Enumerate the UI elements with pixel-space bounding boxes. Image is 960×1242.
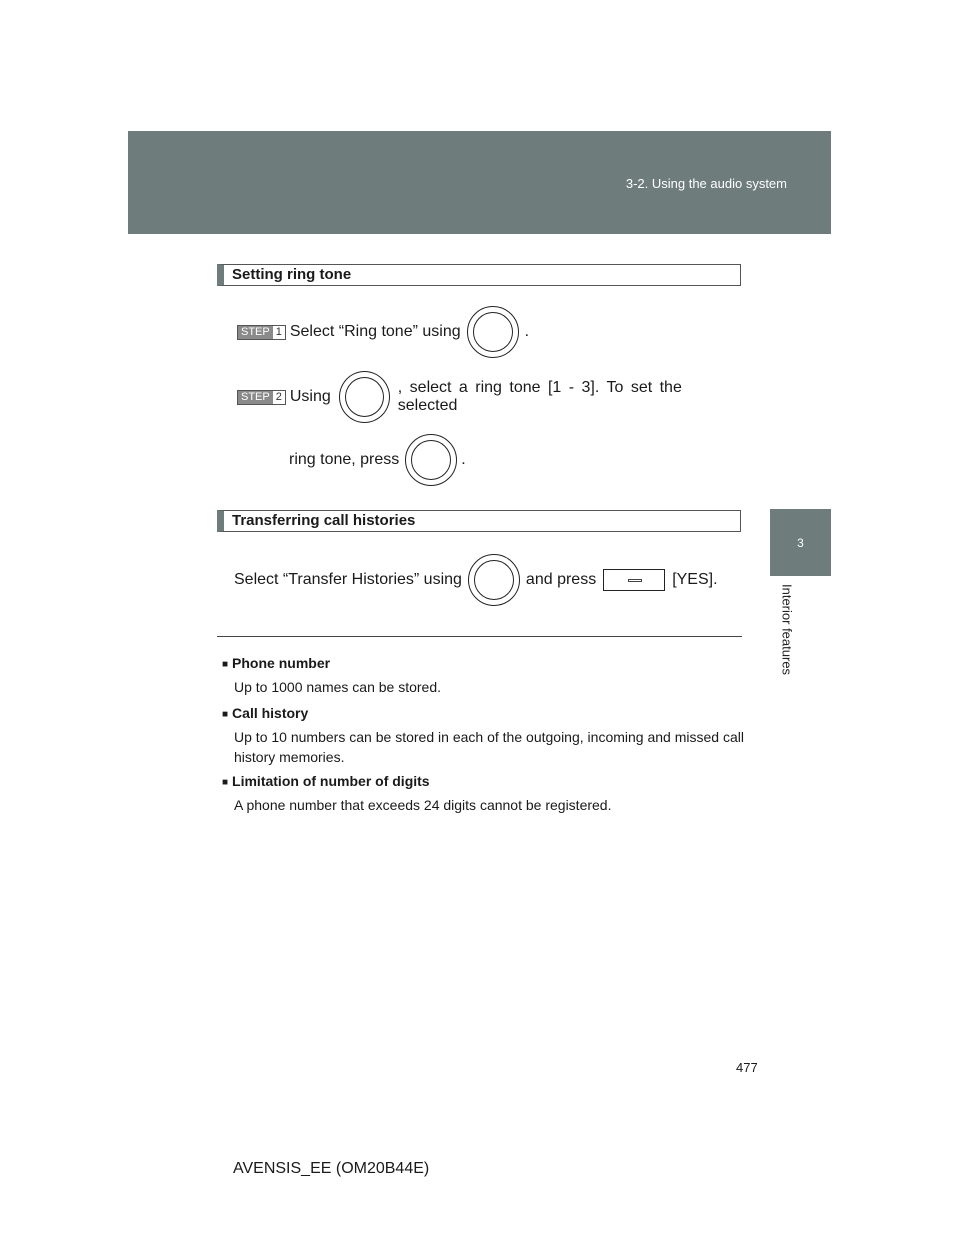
step-badge xyxy=(237,390,286,405)
tune-knob-icon xyxy=(467,306,519,358)
tune-knob-icon xyxy=(339,371,390,423)
tune-knob-icon xyxy=(405,434,457,486)
chapter-tab xyxy=(770,509,831,576)
step-badge-number: 1 xyxy=(273,326,285,339)
step-badge-number: 2 xyxy=(273,391,285,404)
instruction-text-middle: and press xyxy=(525,571,597,588)
note-title: ■ Phone number xyxy=(222,655,744,671)
note-call-history xyxy=(222,705,744,767)
step-2-continuation xyxy=(289,434,466,486)
step-text: Using xyxy=(289,388,331,405)
note-body: A phone number that exceeds 24 digits cannot be registered. xyxy=(234,797,612,813)
section-heading-ring-tone: Setting ring tone xyxy=(217,264,741,286)
step-badge xyxy=(237,325,286,340)
note-body: Up to 1000 names can be stored. xyxy=(234,679,442,695)
step-badge-word: STEP xyxy=(238,326,273,339)
phone-key-icon xyxy=(603,569,665,591)
step-text-end: , select a ring tone [1 - 3]. To set the selected xyxy=(397,379,682,414)
note-title: ■ Call history xyxy=(222,705,744,721)
note-title: ■ Limitation of number of digits xyxy=(222,773,744,789)
page-number: 477 xyxy=(736,1060,758,1075)
divider xyxy=(217,636,742,637)
note-digit-limit xyxy=(222,773,744,815)
header-band xyxy=(128,131,831,234)
instruction-text: Select “Transfer Histories” using xyxy=(234,571,462,588)
step-text-end: . xyxy=(461,451,466,468)
step-badge-word: STEP xyxy=(238,391,273,404)
note-phone-number xyxy=(222,655,744,697)
footer-code: AVENSIS_EE (OM20B44E) xyxy=(233,1160,430,1177)
chapter-number: 3 xyxy=(797,535,804,550)
step-text-end: . xyxy=(524,323,530,340)
instruction-text-end: [YES]. xyxy=(672,571,718,588)
tune-knob-icon xyxy=(468,554,520,606)
step-1-row xyxy=(237,306,529,358)
section-label: 3-2. Using the audio system xyxy=(625,176,787,191)
chapter-label: Interior features xyxy=(779,584,795,676)
section-heading-transfer: Transferring call histories xyxy=(217,510,741,532)
step-text: ring tone, press xyxy=(289,451,400,468)
note-body: Up to 10 numbers can be stored in each of the outgoing, incoming and missed call history memories. xyxy=(234,729,744,765)
step-text: Select “Ring tone” using xyxy=(289,323,461,340)
step-2-row xyxy=(237,371,742,423)
transfer-instruction xyxy=(234,554,718,606)
